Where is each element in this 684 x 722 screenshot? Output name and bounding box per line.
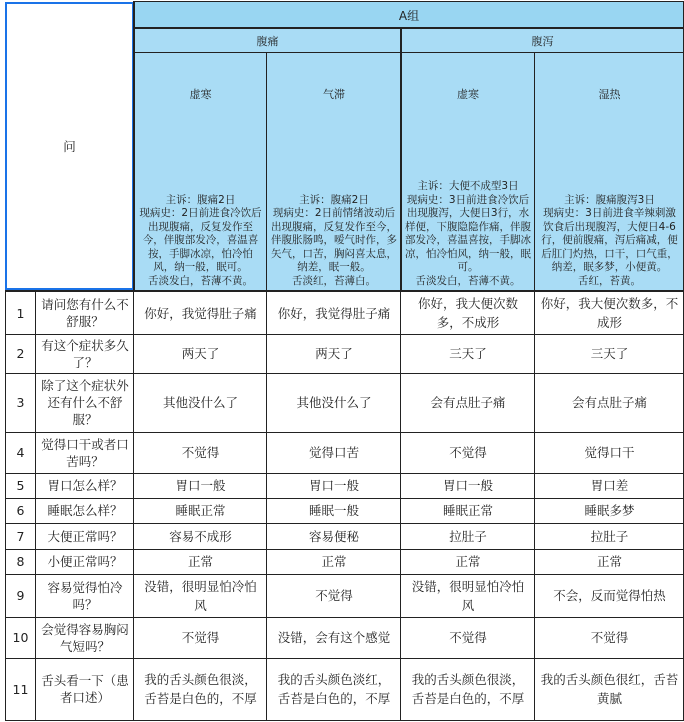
tongue: 舌红，苔黄。 — [578, 274, 641, 287]
category-header-diarrhea[interactable]: 腹泻 — [401, 28, 684, 53]
answer-cell[interactable]: 正常 — [321, 554, 347, 569]
row-number-cell[interactable]: 5 — [16, 478, 25, 493]
answer-cell[interactable]: 觉得口苦 — [308, 445, 359, 460]
row-number-cell[interactable]: 1 — [16, 305, 25, 321]
grid-line — [5, 523, 684, 524]
answer-cell[interactable]: 不觉得 — [590, 630, 629, 645]
grid-line — [266, 52, 267, 291]
answer-cell[interactable]: 其他没什么了 — [162, 395, 238, 410]
grid-line — [400, 27, 402, 291]
tongue: 舌淡发白，苔薄不黄。 — [148, 274, 253, 287]
chief-complaint: 主诉：大便不成型3日 — [417, 180, 519, 192]
answer-cell[interactable]: 会有点肚子痛 — [571, 395, 647, 410]
case-description-4[interactable] — [535, 135, 684, 290]
row-number-cell[interactable]: 9 — [16, 588, 25, 603]
row-number-cell[interactable]: 3 — [16, 395, 25, 410]
grid-line — [266, 290, 267, 721]
answer-cell[interactable]: 你好，我大便次数多，不成形 — [540, 296, 679, 330]
answer-cell[interactable]: 睡眠正常 — [175, 503, 226, 518]
answer-cell[interactable]: 容易不成形 — [169, 528, 232, 544]
answer-cell[interactable]: 不觉得 — [181, 445, 220, 460]
row-number-cell[interactable]: 7 — [16, 528, 25, 544]
row-number-cell[interactable]: 4 — [16, 445, 25, 460]
answer-cell[interactable]: 没错，很明显怕冷怕风 — [144, 578, 257, 613]
answer-cell[interactable]: 不觉得 — [315, 588, 353, 603]
answer-cell[interactable]: 其他没什么了 — [296, 395, 372, 410]
row-number-cell[interactable]: 10 — [12, 630, 29, 645]
row-number-cell[interactable]: 11 — [12, 681, 29, 697]
answer-cell[interactable]: 正常 — [455, 554, 481, 569]
tongue: 舌淡红，苔薄白。 — [292, 274, 376, 287]
question-cell[interactable]: 有这个症状多久了？ — [41, 337, 129, 370]
answer-cell[interactable]: 胃口差 — [590, 478, 629, 493]
answer-cell[interactable]: 胃口一般 — [308, 478, 359, 493]
question-cell[interactable]: 容易觉得怕冷吗？ — [47, 579, 123, 612]
category-header-abdominal-pain[interactable]: 腹痛 — [134, 28, 401, 53]
answer-cell[interactable]: 三天了 — [449, 346, 487, 361]
grid-line — [534, 52, 535, 291]
answer-cell[interactable]: 不觉得 — [449, 630, 487, 645]
answer-cell[interactable]: 正常 — [187, 554, 213, 569]
grid-line — [5, 498, 684, 499]
grid-line — [5, 334, 684, 335]
answer-cell[interactable]: 我的舌头颜色很红，舌苔黄腻 — [540, 672, 679, 706]
grid-line — [5, 432, 684, 433]
question-cell[interactable]: 除了这个症状外还有什么不舒服？ — [41, 378, 129, 427]
grid-line — [134, 52, 684, 53]
answer-cell[interactable]: 不觉得 — [181, 630, 220, 645]
answer-cell[interactable]: 不觉得 — [449, 445, 487, 460]
answer-cell[interactable]: 胃口一般 — [442, 478, 493, 493]
case-description-2[interactable] — [267, 135, 401, 290]
question-column-header[interactable]: 问 — [5, 2, 134, 290]
grid-line — [400, 290, 401, 721]
case-description-1[interactable] — [134, 135, 267, 290]
answer-cell[interactable]: 容易便秘 — [308, 528, 359, 544]
history: 现病史：2日前情绪波动后出现腹痛，反复发作至今，伴腹胀肠鸣，嗳气时作，多矢气，口苦，胸闷喜太息，纳差，眠一般。 — [271, 207, 397, 273]
grid-line — [5, 574, 684, 575]
chief-complaint: 主诉：腹痛2日 — [299, 193, 369, 206]
question-cell[interactable]: 会觉得容易胸闷气短吗？ — [41, 621, 129, 654]
question-cell[interactable]: 请问您有什么不舒服？ — [41, 297, 129, 329]
answer-cell[interactable]: 正常 — [596, 554, 622, 569]
grid-line — [35, 290, 36, 721]
question-cell[interactable]: 睡眠怎么样？ — [47, 503, 123, 518]
history: 现病史：2日前进食冷饮后出现腹痛，反复发作至今，伴腹部发冷，喜温喜按，手脚冰凉，怕冷怕风，纳一般，眠可。 — [139, 207, 262, 273]
grid-line — [5, 373, 684, 374]
syndrome-header-2[interactable]: 气滞 — [267, 53, 401, 135]
grid-line — [5, 720, 684, 721]
grid-line — [5, 617, 684, 618]
grid-line — [5, 549, 684, 550]
chief-complaint: 主诉：腹痛腹泻3日 — [564, 193, 655, 206]
answer-cell[interactable]: 没错，会有这个感觉 — [277, 630, 391, 645]
grid-line — [133, 1, 135, 292]
answer-cell[interactable]: 不会，反而觉得怕热 — [553, 588, 666, 603]
question-cell[interactable]: 觉得口干或者口苦吗？ — [41, 436, 129, 469]
grid-line — [133, 290, 134, 721]
answer-cell[interactable]: 我的舌头颜色很淡，舌苔是白色的，不厚 — [144, 672, 257, 706]
syndrome-header-4[interactable]: 湿热 — [535, 53, 684, 135]
answer-cell[interactable]: 我的舌头颜色很淡，舌苔是白色的，不厚 — [411, 672, 525, 706]
answer-cell[interactable]: 拉肚子 — [449, 528, 487, 544]
answer-cell[interactable]: 睡眠正常 — [442, 503, 493, 518]
grid-line — [5, 290, 6, 721]
row-number-cell[interactable]: 6 — [16, 503, 25, 518]
answer-cell[interactable]: 你好，我觉得肚子痛 — [144, 305, 257, 321]
syndrome-header-1[interactable]: 虚寒 — [134, 53, 267, 135]
group-header[interactable]: A组 — [134, 2, 684, 28]
case-description-3[interactable] — [401, 135, 535, 290]
history: 现病史：3日前进食辛辣刺激饮食后出现腹泻，大便日4-6行，便前腹痛，泻后痛减，便后肛门灼热，口干，口气重，纳差，眠多梦，小便黄。 — [541, 207, 678, 273]
grid-line — [5, 473, 684, 474]
answer-cell[interactable]: 两天了 — [315, 346, 353, 361]
row-number-cell[interactable]: 8 — [16, 554, 25, 569]
question-cell[interactable]: 小便正常吗？ — [47, 554, 123, 569]
answer-cell[interactable]: 觉得口干 — [584, 445, 635, 460]
answer-cell[interactable]: 睡眠多梦 — [584, 503, 635, 518]
grid-line — [5, 658, 684, 659]
tongue: 舌淡发白，苔薄不黄。 — [415, 274, 521, 287]
row-number-cell[interactable]: 2 — [16, 346, 25, 361]
grid-line — [5, 290, 684, 292]
question-cell[interactable]: 胃口怎么样？ — [47, 478, 123, 493]
answer-cell[interactable]: 你好，我大便次数多，不成形 — [417, 296, 518, 330]
answer-cell[interactable]: 会有点肚子痛 — [430, 395, 506, 410]
answer-cell[interactable]: 睡眠一般 — [308, 503, 359, 518]
syndrome-header-3[interactable]: 虚寒 — [401, 53, 535, 135]
answer-cell[interactable]: 两天了 — [181, 346, 220, 361]
answer-cell[interactable]: 胃口一般 — [175, 478, 226, 493]
answer-cell[interactable]: 拉肚子 — [590, 528, 629, 544]
grid-line — [134, 27, 684, 29]
history: 现病史：3日前进食冷饮后出现腹泻，大便日3行，水样便，下腹隐隐作痛，伴腹部发冷，喜温喜按，手脚冰凉，怕冷怕风，纳一般，眠可。 — [405, 193, 531, 273]
answer-cell[interactable]: 你好，我觉得肚子痛 — [277, 305, 391, 321]
question-cell[interactable]: 大便正常吗？ — [47, 528, 123, 544]
grid-line — [134, 1, 684, 2]
chief-complaint: 主诉：腹痛2日 — [165, 193, 236, 206]
answer-cell[interactable]: 三天了 — [590, 346, 629, 361]
answer-cell[interactable]: 没错，很明显怕冷怕风 — [411, 578, 525, 613]
grid-line — [534, 290, 535, 721]
question-cell[interactable]: 舌头看一下（患者口述） — [41, 673, 129, 705]
answer-cell[interactable]: 我的舌头颜色淡红，舌苔是白色的，不厚 — [277, 672, 391, 706]
